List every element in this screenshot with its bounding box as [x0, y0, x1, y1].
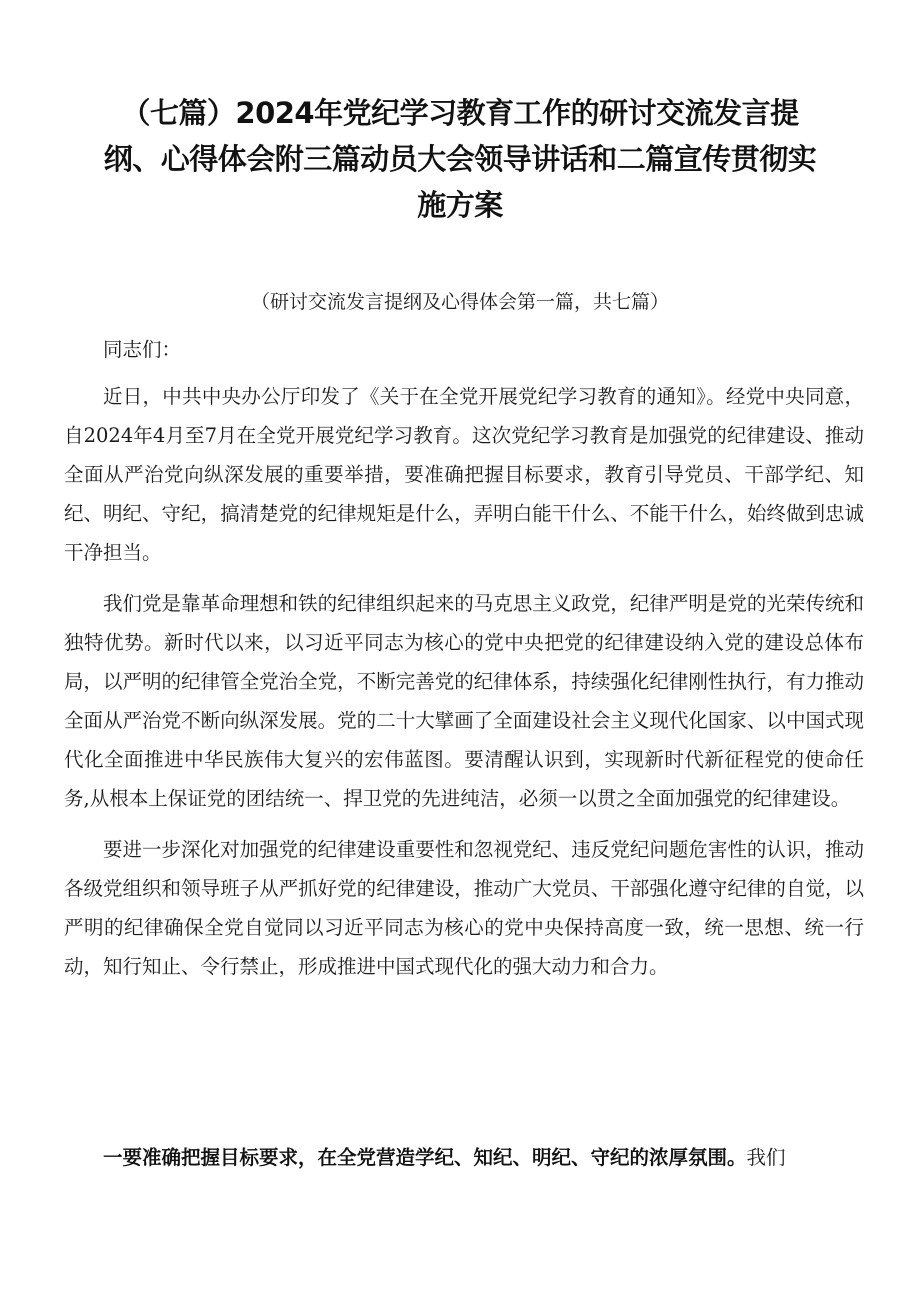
document-body — [64, 330, 864, 998]
paragraph-1: 近日，中共中央办公厅印发了《关于在全党开展党纪学习教育的通知》。经党中央同意，自2024年4月至7月在全党开展党纪学习教育。这次党纪学习教育是加强党的纪律建设、推动全面从严治党向纵深发展的重要举措，要准确把握目标要求，教育引导党员、干部学纪、知纪、明纪、守纪，搞清楚党的纪律规矩是什么，弄明白能干什么、不能干什么，始终做到忠诚干净担当。 — [64, 385, 864, 564]
section-lead-text: 我们 — [746, 1146, 786, 1169]
salutation: 同志们： — [103, 338, 182, 361]
paragraph-3: 要进一步深化对加强党的纪律建设重要性和忽视党纪、违反党纪问题危害性的认识，推动各级党组织和领导班子从严抓好党的纪律建设，推动广大党员、干部强化遵守纪律的自觉，以严明的纪律确保全党自觉同以习近平同志为核心的党中央保持高度一致，统一思想、统一行动，知行知止、令行禁止，形成推进中国式现代化的强大动力和合力。 — [64, 838, 864, 978]
section-heading: 一要准确把握目标要求，在全党营造学纪、知纪、明纪、守纪的浓厚氛围。 — [103, 1146, 747, 1169]
paragraph-2: 我们党是靠革命理想和铁的纪律组织起来的马克思主义政党，纪律严明是党的光荣传统和独特优势。新时代以来，以习近平同志为核心的党中央把党的纪律建设纳入党的建设总体布局，以严明的纪律管全党治全党，不断完善党的纪律体系，持续强化纪律刚性执行，有力推动全面从严治党不断向纵深发展。党的二十大擘画了全面建设社会主义现代化国家、以中国式现代化全面推进中华民族伟大复兴的宏伟蓝图。要清醒认识到，实现新时代新征程党的使命任务,从根本上保证党的团结统一、捍卫党的先进纯洁，必须一以贯之全面加强党的纪律建设。 — [64, 592, 864, 810]
document-title: （七篇）2024年党纪学习教育工作的研讨交流发言提纲、心得体会附三篇动员大会领导讲话和二篇宣传贯彻实施方案 — [103, 96, 817, 222]
document-subtitle: （研讨交流发言提纲及心得体会第一篇，共七篇） — [250, 291, 669, 313]
section-lead-paragraph — [64, 1138, 864, 1177]
